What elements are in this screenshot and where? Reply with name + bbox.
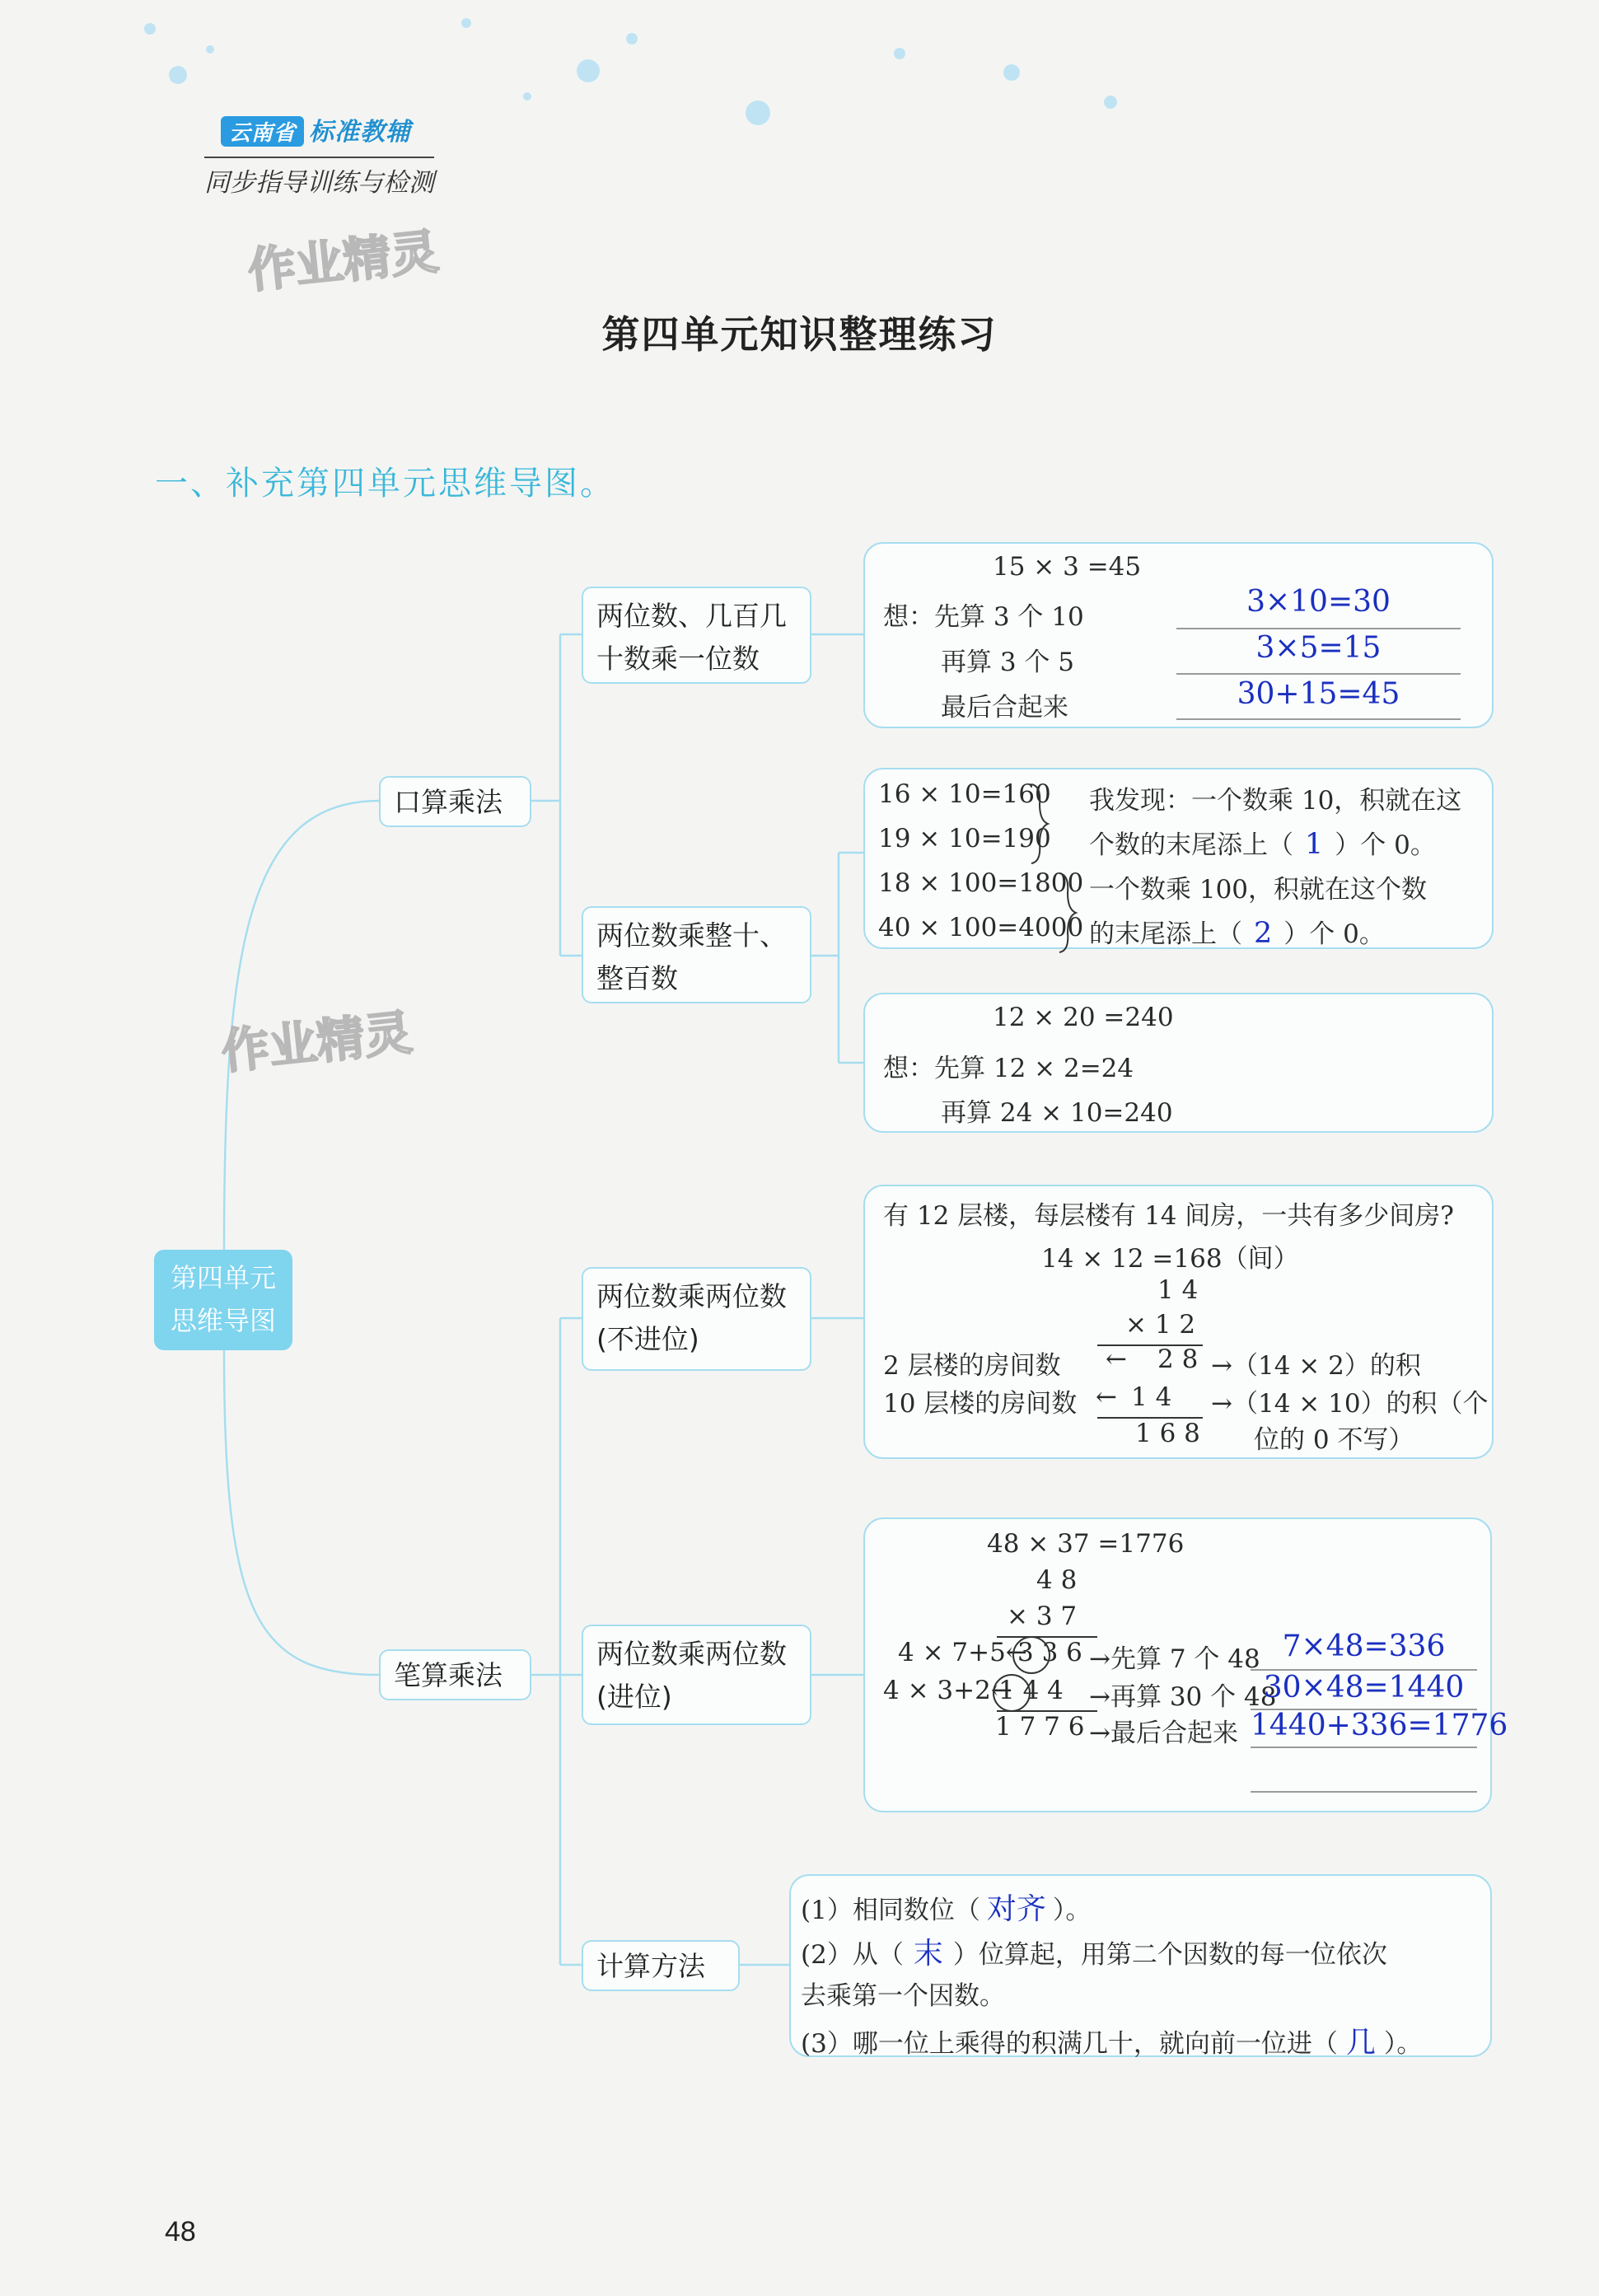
- carry-note: 4 × 3+2←: [883, 1676, 1012, 1705]
- equation: 16 × 10=160: [878, 779, 1051, 809]
- finding-line: 我发现：一个数乘 10，积就在这: [1089, 786, 1462, 816]
- node-line: 两位数、几百几: [596, 600, 787, 632]
- answer: 1: [1305, 828, 1324, 861]
- node-with-carry: [582, 1625, 811, 1725]
- answer: 7×48=336: [1282, 1630, 1446, 1663]
- row-note: →（14 × 2）的积: [1211, 1351, 1421, 1381]
- rule-line: [801, 2019, 1422, 2061]
- connector-oral-sub2-boxes: [811, 853, 863, 1063]
- answer: 对齐: [986, 1892, 1046, 1926]
- box-15x3: [863, 542, 1494, 728]
- node-times-tens-hundreds: [582, 906, 811, 1003]
- arrow-left: ←: [1106, 1344, 1127, 1374]
- box-times-10-100: [863, 768, 1494, 949]
- brace-icon: [1056, 872, 1081, 954]
- rule-line: 去乘第一个因数。: [801, 1981, 1005, 2011]
- arrow-left: ←: [1096, 1382, 1117, 1412]
- answer-line: [1176, 628, 1461, 629]
- answer: 2: [1254, 917, 1273, 950]
- step-note: →先算 7 个 48: [1089, 1644, 1260, 1674]
- finding-line: 一个数乘 100，积就在这个数: [1089, 875, 1428, 905]
- rule-text: ）。: [1052, 1896, 1092, 1925]
- vertical-number: 1 4: [1157, 1275, 1199, 1305]
- finding-line: [1089, 913, 1385, 950]
- watermark: 作业精灵: [218, 1004, 415, 1080]
- watermark: 作业精灵: [245, 223, 442, 299]
- carry-circle: [993, 1674, 1031, 1712]
- carry-circle: [1012, 1636, 1050, 1674]
- node-line: (不进位): [596, 1323, 699, 1355]
- box-12x20: [863, 993, 1494, 1133]
- node-written-multiplication: 笔算乘法: [379, 1649, 531, 1700]
- answer: 几: [1345, 2026, 1376, 2060]
- node-oral-multiplication: 口算乘法: [379, 776, 531, 827]
- equation: 48 × 37 =1776: [987, 1529, 1185, 1559]
- root-line2: 思维导图: [170, 1305, 276, 1336]
- root-node: [154, 1250, 292, 1350]
- node-line: 两位数乘两位数: [596, 1638, 787, 1670]
- rule-text: (3）哪一位上乘得的积满几十，就向前一位进（: [801, 2029, 1338, 2059]
- vertical-number: 1 7 7 6: [995, 1712, 1085, 1742]
- answer-line: [1176, 673, 1461, 675]
- answer: 末: [913, 1937, 943, 1971]
- answer: 3×10=30: [1246, 585, 1391, 619]
- vertical-number: 1 6 8: [1135, 1419, 1200, 1448]
- node-line: 整百数: [596, 962, 678, 994]
- vertical-number: 4 8: [1036, 1565, 1078, 1595]
- box-calculation-rules: [789, 1874, 1492, 2060]
- connector-written-subs: [531, 1318, 582, 1965]
- node-calculation-method: 计算方法: [582, 1940, 740, 1991]
- step-note: →最后合起来: [1089, 1718, 1238, 1748]
- row-note: →（14 × 10）的积（个: [1211, 1389, 1489, 1419]
- finding-text: ）个 0。: [1335, 830, 1436, 860]
- node-line: 十数乘一位数: [596, 643, 760, 675]
- rule-text: (2）从（: [801, 1940, 904, 1970]
- equation: 40 × 100=4000: [878, 913, 1084, 942]
- node-two-digit-times-one-digit: [582, 587, 811, 684]
- section-title: 一、补充第四单元思维导图。: [155, 465, 615, 503]
- step-line: 最后合起来: [941, 693, 1068, 722]
- answer: 30×48=1440: [1263, 1671, 1465, 1704]
- carry-note: 4 × 7+5←: [898, 1638, 1027, 1667]
- equation: 18 × 100=1800: [878, 868, 1084, 898]
- brand-name: 标准教辅: [309, 119, 412, 146]
- equation: 15 × 3 =45: [993, 552, 1142, 582]
- row-label: 2 层楼的房间数: [883, 1351, 1061, 1381]
- rule-line: [801, 1886, 1091, 1928]
- brace-icon: [1028, 783, 1053, 865]
- connector-oral-subs: [531, 634, 582, 956]
- node-line: (进位): [596, 1681, 672, 1713]
- connector-root-written: [224, 1350, 379, 1675]
- word-problem: 有 12 层楼，每层楼有 14 间房，一共有多少间房?: [883, 1201, 1454, 1231]
- vertical-number: × 1 2: [1125, 1310, 1196, 1340]
- brand-tag: 云南省: [221, 116, 304, 147]
- vertical-number: 1 4 4: [998, 1676, 1064, 1705]
- node-line: 两位数乘整十、: [596, 919, 787, 952]
- answer-line: [1251, 1747, 1477, 1748]
- finding-text: 个数的末尾添上（: [1089, 830, 1293, 860]
- node-no-carry: [582, 1267, 811, 1371]
- equation: 12 × 20 =240: [993, 1003, 1174, 1032]
- vertical-number: 1 4: [1131, 1382, 1172, 1412]
- equation: 14 × 12 =168（间）: [1041, 1244, 1299, 1274]
- node-line: 两位数乘两位数: [596, 1280, 787, 1312]
- vertical-number: 2 8: [1157, 1344, 1199, 1374]
- equation: 19 × 10=190: [878, 824, 1051, 853]
- answer-line: [1176, 718, 1461, 720]
- rule-text: (1）相同数位（: [801, 1896, 980, 1925]
- step-line: 再算 3 个 5: [941, 648, 1075, 677]
- vertical-number: × 3 7: [1007, 1602, 1078, 1631]
- answer: 1440+336=1776: [1251, 1709, 1508, 1742]
- box-48x37: [863, 1517, 1508, 1812]
- row-label: 10 层楼的房间数: [883, 1389, 1078, 1419]
- finding-text: ）个 0。: [1283, 919, 1385, 949]
- brand-subtitle: 同步指导训练与检测: [204, 157, 434, 199]
- answer: 3×5=15: [1255, 631, 1382, 665]
- step-note: →再算 30 个 48: [1089, 1682, 1277, 1712]
- root-line1: 第四单元: [170, 1262, 276, 1293]
- answer: 30+15=45: [1237, 677, 1400, 711]
- box-14x12: [863, 1185, 1494, 1459]
- rule-line: [801, 1930, 1387, 1972]
- step-line: 再算 24 × 10=240: [941, 1098, 1173, 1128]
- page-number: 48: [165, 2216, 196, 2247]
- rule-text: ）。: [1383, 2029, 1423, 2059]
- finding-text: 的末尾添上（: [1089, 919, 1242, 949]
- answer-line: [1251, 1791, 1477, 1793]
- row-note: 位的 0 不写）: [1254, 1425, 1414, 1455]
- page-title: 第四单元知识整理练习: [601, 312, 998, 357]
- step-line: 想：先算 3 个 10: [883, 602, 1084, 632]
- step-line: 想：先算 12 × 2=24: [883, 1054, 1134, 1083]
- vertical-number: 3 3 6: [1017, 1638, 1082, 1667]
- finding-line: [1089, 824, 1436, 861]
- rule-text: ）位算起，用第二个因数的每一位依次: [952, 1940, 1387, 1970]
